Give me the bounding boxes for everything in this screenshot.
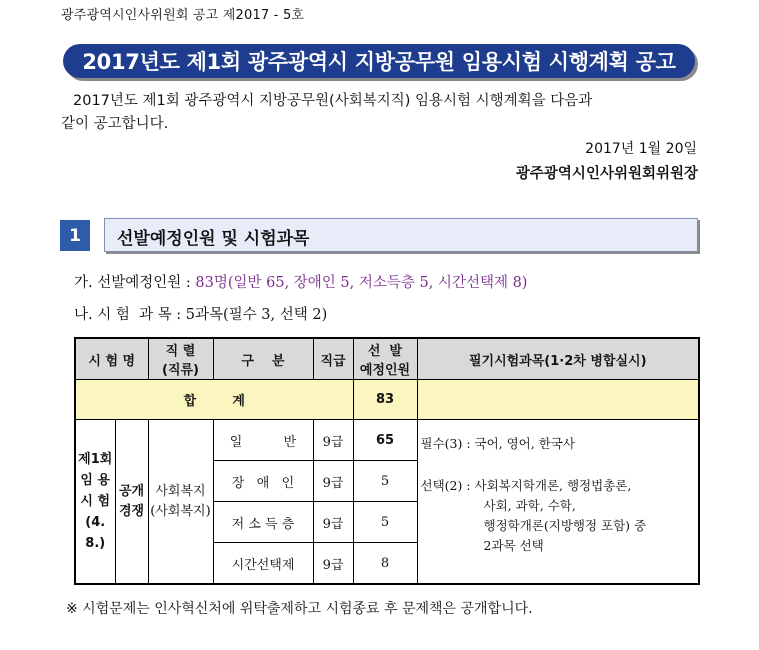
exam-table bbox=[74, 337, 700, 585]
header-quota-line1: 선 발 bbox=[367, 344, 403, 359]
exam-name-line: 임 용 bbox=[80, 473, 111, 488]
division-cell: 시간선택제 bbox=[213, 543, 313, 585]
division-cell: 일 반 bbox=[213, 420, 313, 461]
header-series bbox=[148, 338, 213, 380]
header-grade: 직급 bbox=[313, 338, 353, 380]
elective-line: 행정학개론(지방행정 포함) 중 bbox=[483, 518, 647, 533]
document-title bbox=[63, 44, 695, 78]
header-subjects: 필기시험과목(1·2차 병합실시) bbox=[417, 338, 699, 380]
grade-cell: 9급 bbox=[313, 543, 353, 585]
required-subjects: 필수(3) : 국어, 영어, 한국사 bbox=[420, 436, 575, 451]
issuer: 광주광역시인사위원회위원장 bbox=[515, 166, 698, 182]
grade-cell: 9급 bbox=[313, 420, 353, 461]
exam-name-line: 시 험 bbox=[80, 494, 111, 509]
item-a-value: 83명(일반 65, 장애인 5, 저소득층 5, 시간선택제 8) bbox=[195, 275, 528, 291]
quota-cell: 5 bbox=[353, 502, 417, 543]
total-label: 합 계 bbox=[75, 380, 353, 420]
subjects-cell bbox=[417, 420, 699, 585]
section-title: 선발예정인원 및 시험과목 bbox=[117, 229, 310, 249]
intro-line-1: 2017년도 제1회 광주광역시 지방공무원(사회복지직) 임용시험 시행계획을 다음과 bbox=[73, 93, 593, 109]
notice-date: 2017년 1월 20일 bbox=[585, 141, 697, 157]
division-cell: 장 애 인 bbox=[213, 461, 313, 502]
item-a bbox=[74, 271, 527, 292]
document-title-text: 2017년도 제1회 광주광역시 지방공무원 임용시험 시행계획 공고 bbox=[82, 50, 676, 74]
series bbox=[148, 420, 213, 585]
exam-name bbox=[75, 420, 115, 585]
item-a-label: 가. 선발예정인원 : bbox=[74, 275, 196, 291]
header-series-line1: 직 렬 bbox=[165, 344, 196, 359]
section-header bbox=[104, 218, 698, 252]
header-division: 구 분 bbox=[213, 338, 313, 380]
total-blank bbox=[417, 380, 699, 420]
total-row bbox=[75, 380, 699, 420]
header-exam: 시 험 명 bbox=[75, 338, 148, 380]
intro-line-2: 같이 공고합니다. bbox=[61, 116, 169, 132]
grade-cell: 9급 bbox=[313, 461, 353, 502]
exam-name-line: 제1회 bbox=[78, 452, 113, 467]
series-sub: (사회복지) bbox=[150, 503, 211, 519]
elective-line: 선택(2) : 사회복지학개론, 행정법총론, bbox=[420, 478, 632, 493]
elective-line: 사회, 과학, 수학, bbox=[483, 498, 576, 513]
elective-line: 2과목 선택 bbox=[483, 538, 544, 553]
intro-paragraph bbox=[61, 90, 701, 136]
quota-cell: 65 bbox=[353, 420, 417, 461]
notice-number: 광주광역시인사위원회 공고 제2017 - 5호 bbox=[61, 8, 305, 23]
quota-cell: 8 bbox=[353, 543, 417, 585]
item-b: 나. 시 험 과 목 : 5과목(필수 3, 선택 2) bbox=[74, 307, 328, 323]
header-series-line2: (직류) bbox=[162, 363, 199, 378]
footnote: ※ 시험문제는 인사혁신처에 위탁출제하고 시험종료 후 문제책은 공개합니다. bbox=[66, 601, 533, 617]
exam-name-line: (4. 8.) bbox=[85, 515, 106, 551]
header-quota-line2: 예정인원 bbox=[359, 363, 411, 378]
table-row bbox=[75, 420, 699, 461]
section-number: 1 bbox=[60, 220, 90, 251]
header-quota bbox=[353, 338, 417, 380]
exam-type: 공개경쟁 bbox=[115, 420, 148, 585]
grade-cell: 9급 bbox=[313, 502, 353, 543]
series-name: 사회복지 bbox=[155, 483, 206, 499]
total-value: 83 bbox=[353, 380, 417, 420]
quota-cell: 5 bbox=[353, 461, 417, 502]
division-cell: 저 소 득 층 bbox=[213, 502, 313, 543]
table-header-row bbox=[75, 338, 699, 380]
